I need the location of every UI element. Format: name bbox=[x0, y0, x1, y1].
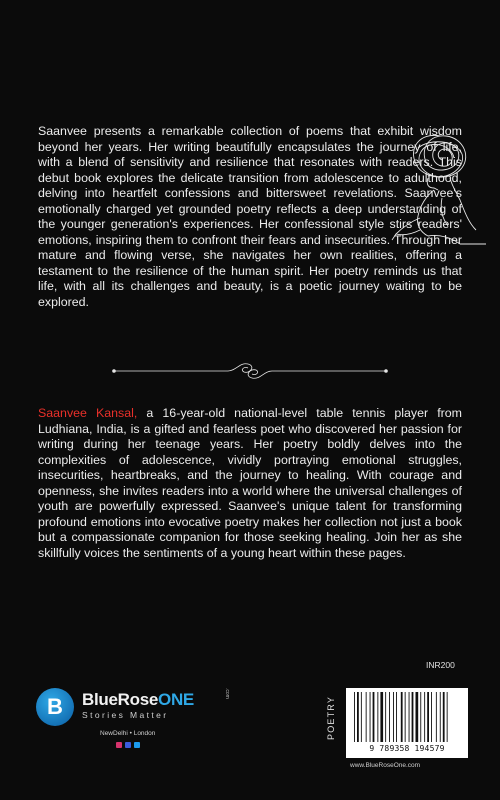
author-bio-text: a 16-year-old national-level table tennis player from Ludhiana, India, is a gifted and fearless poet who discovered her passion for writing during her teenage years. Her poetry boldly delves into the complexities of adolescence, vividly portraying emotional struggles, insecurities, heartbreaks, and the journey to healing. With courage and openness, she invites readers into a world where the universal challenges of youth are powerfully expressed. Saanvee's unique talent for transforming profound emotions into evocative poetry makes her collection not just a book but a compassionate companion for those seeking healing. Join her as she skillfully voices the sentiments of a young heart within these pages. bbox=[38, 406, 463, 560]
publisher-name-accent: ONE bbox=[158, 690, 194, 709]
barcode-bar bbox=[424, 692, 425, 742]
barcode-bar bbox=[380, 692, 383, 742]
isbn-barcode bbox=[346, 688, 468, 758]
author-name: Saanvee Kansal, bbox=[38, 406, 138, 420]
book-blurb: Saanvee presents a remarkable collection of poems that exhibit wisdom beyond her years. Her writing beautifully encapsulates the journey of life, with a blend of sensitivity and resilience that resonates with readers. This debut book explores the delicate transition from adolescence to adulthood, delving into heartfelt confessions and bittersweet revelations. Saanvee's emotionally charged yet grounded poetry reflects a deep understanding of the younger generation's experiences. Her confessional style stirs readers' emotions, inspiring them to confront their fears and insecurities. Through her mature and flowing verse, she navigates her own realities, offering a testament to the resilience of the human spirit. Her poetry reminds us that life, with all its challenges and beauty, is a poetic journey waiting to be explored. bbox=[38, 124, 462, 309]
price-label: INR200 bbox=[426, 660, 455, 670]
barcode-bar bbox=[357, 692, 359, 742]
barcode-bar bbox=[385, 692, 386, 742]
barcode-bar bbox=[396, 692, 397, 742]
facebook-icon bbox=[125, 742, 131, 748]
barcode-bar bbox=[377, 692, 378, 742]
barcode-bar bbox=[440, 692, 441, 742]
publisher-domain-suffix: .com bbox=[224, 688, 230, 699]
publisher-cities: NewDelhi • London bbox=[100, 730, 156, 737]
barcode-bar bbox=[370, 692, 371, 742]
barcode-bar bbox=[405, 692, 406, 742]
barcode-bar bbox=[443, 692, 445, 742]
barcode-bar bbox=[416, 692, 419, 742]
barcode-bar bbox=[393, 692, 394, 742]
publisher-website: www.BlueRoseOne.com bbox=[350, 762, 421, 769]
barcode-bar bbox=[412, 692, 414, 742]
barcode-bar bbox=[373, 692, 375, 742]
barcode-bar bbox=[427, 692, 429, 742]
barcode-bar bbox=[420, 692, 421, 742]
instagram-icon bbox=[116, 742, 122, 748]
publisher-logo-icon: B bbox=[36, 688, 74, 726]
barcode-bar bbox=[409, 692, 410, 742]
barcode-bar bbox=[401, 692, 403, 742]
publisher-tagline: Stories Matter bbox=[82, 710, 169, 720]
barcode-bar bbox=[436, 692, 437, 742]
barcode-bar bbox=[361, 692, 362, 742]
publisher-logo bbox=[36, 684, 230, 764]
isbn-number: 9 789358 194579 bbox=[369, 744, 445, 753]
barcode-bar bbox=[354, 692, 355, 742]
twitter-icon bbox=[134, 742, 140, 748]
author-bio bbox=[38, 406, 462, 561]
barcode-bars bbox=[352, 692, 462, 744]
barcode-bar bbox=[366, 692, 367, 742]
ornamental-divider bbox=[110, 358, 390, 382]
barcode-bar bbox=[431, 692, 432, 742]
publisher-name bbox=[82, 690, 194, 710]
publisher-name-main: BlueRose bbox=[82, 690, 159, 709]
barcode-bar bbox=[447, 692, 448, 742]
barcode-bar bbox=[389, 692, 390, 742]
genre-label: POETRY bbox=[326, 695, 336, 740]
social-icons bbox=[116, 742, 140, 748]
